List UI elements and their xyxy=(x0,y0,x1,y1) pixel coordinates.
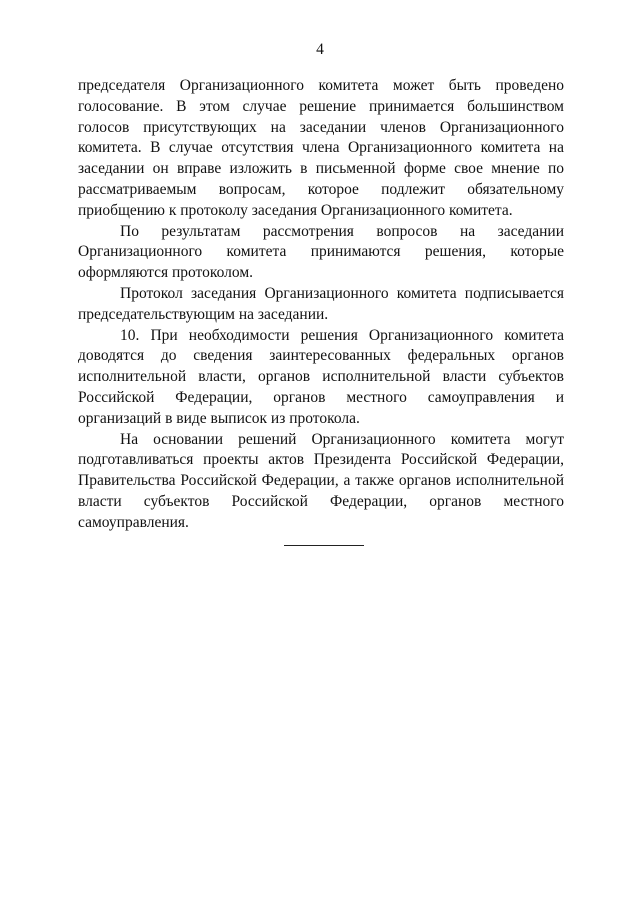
page-number: 4 xyxy=(316,41,324,58)
end-of-document-divider xyxy=(284,545,364,546)
paragraph-draft-acts: На основании решений Организационного комитета могут подготавливаться проекты актов Президента Российской Федерации, Правительства Российской Федерации, а также органов исполнительной власти субъектов Российской Федерации, органов местного самоуправления. xyxy=(78,430,564,531)
paragraph-protocol-signing: Протокол заседания Организационного комитета подписывается председательствующим на заседании. xyxy=(78,284,564,323)
paragraph-voting: председателя Организационного комитета может быть проведено голосование. В этом случае решение принимается большинством голосов присутствующих на заседании членов Организационного комитета. В случае отсутствия члена Организационного комитета на заседании он вправе изложить в письменной форме свое мнение по рассматриваемым вопросам, которое подлежит обязательному приобщению к протоколу заседания Организационного комитета. xyxy=(78,77,564,219)
document-body xyxy=(78,76,564,534)
paragraph-item-10: 10. При необходимости решения Организационного комитета доводятся до сведения заинтересованных федеральных органов исполнительной власти, органов исполнительной власти субъектов Российской Федерации, органов местного самоуправления и организаций в виде выписок из протокола. xyxy=(78,326,564,427)
paragraph-decisions: По результатам рассмотрения вопросов на заседании Организационного комитета принимаются решения, которые оформляются протоколом. xyxy=(78,222,564,282)
